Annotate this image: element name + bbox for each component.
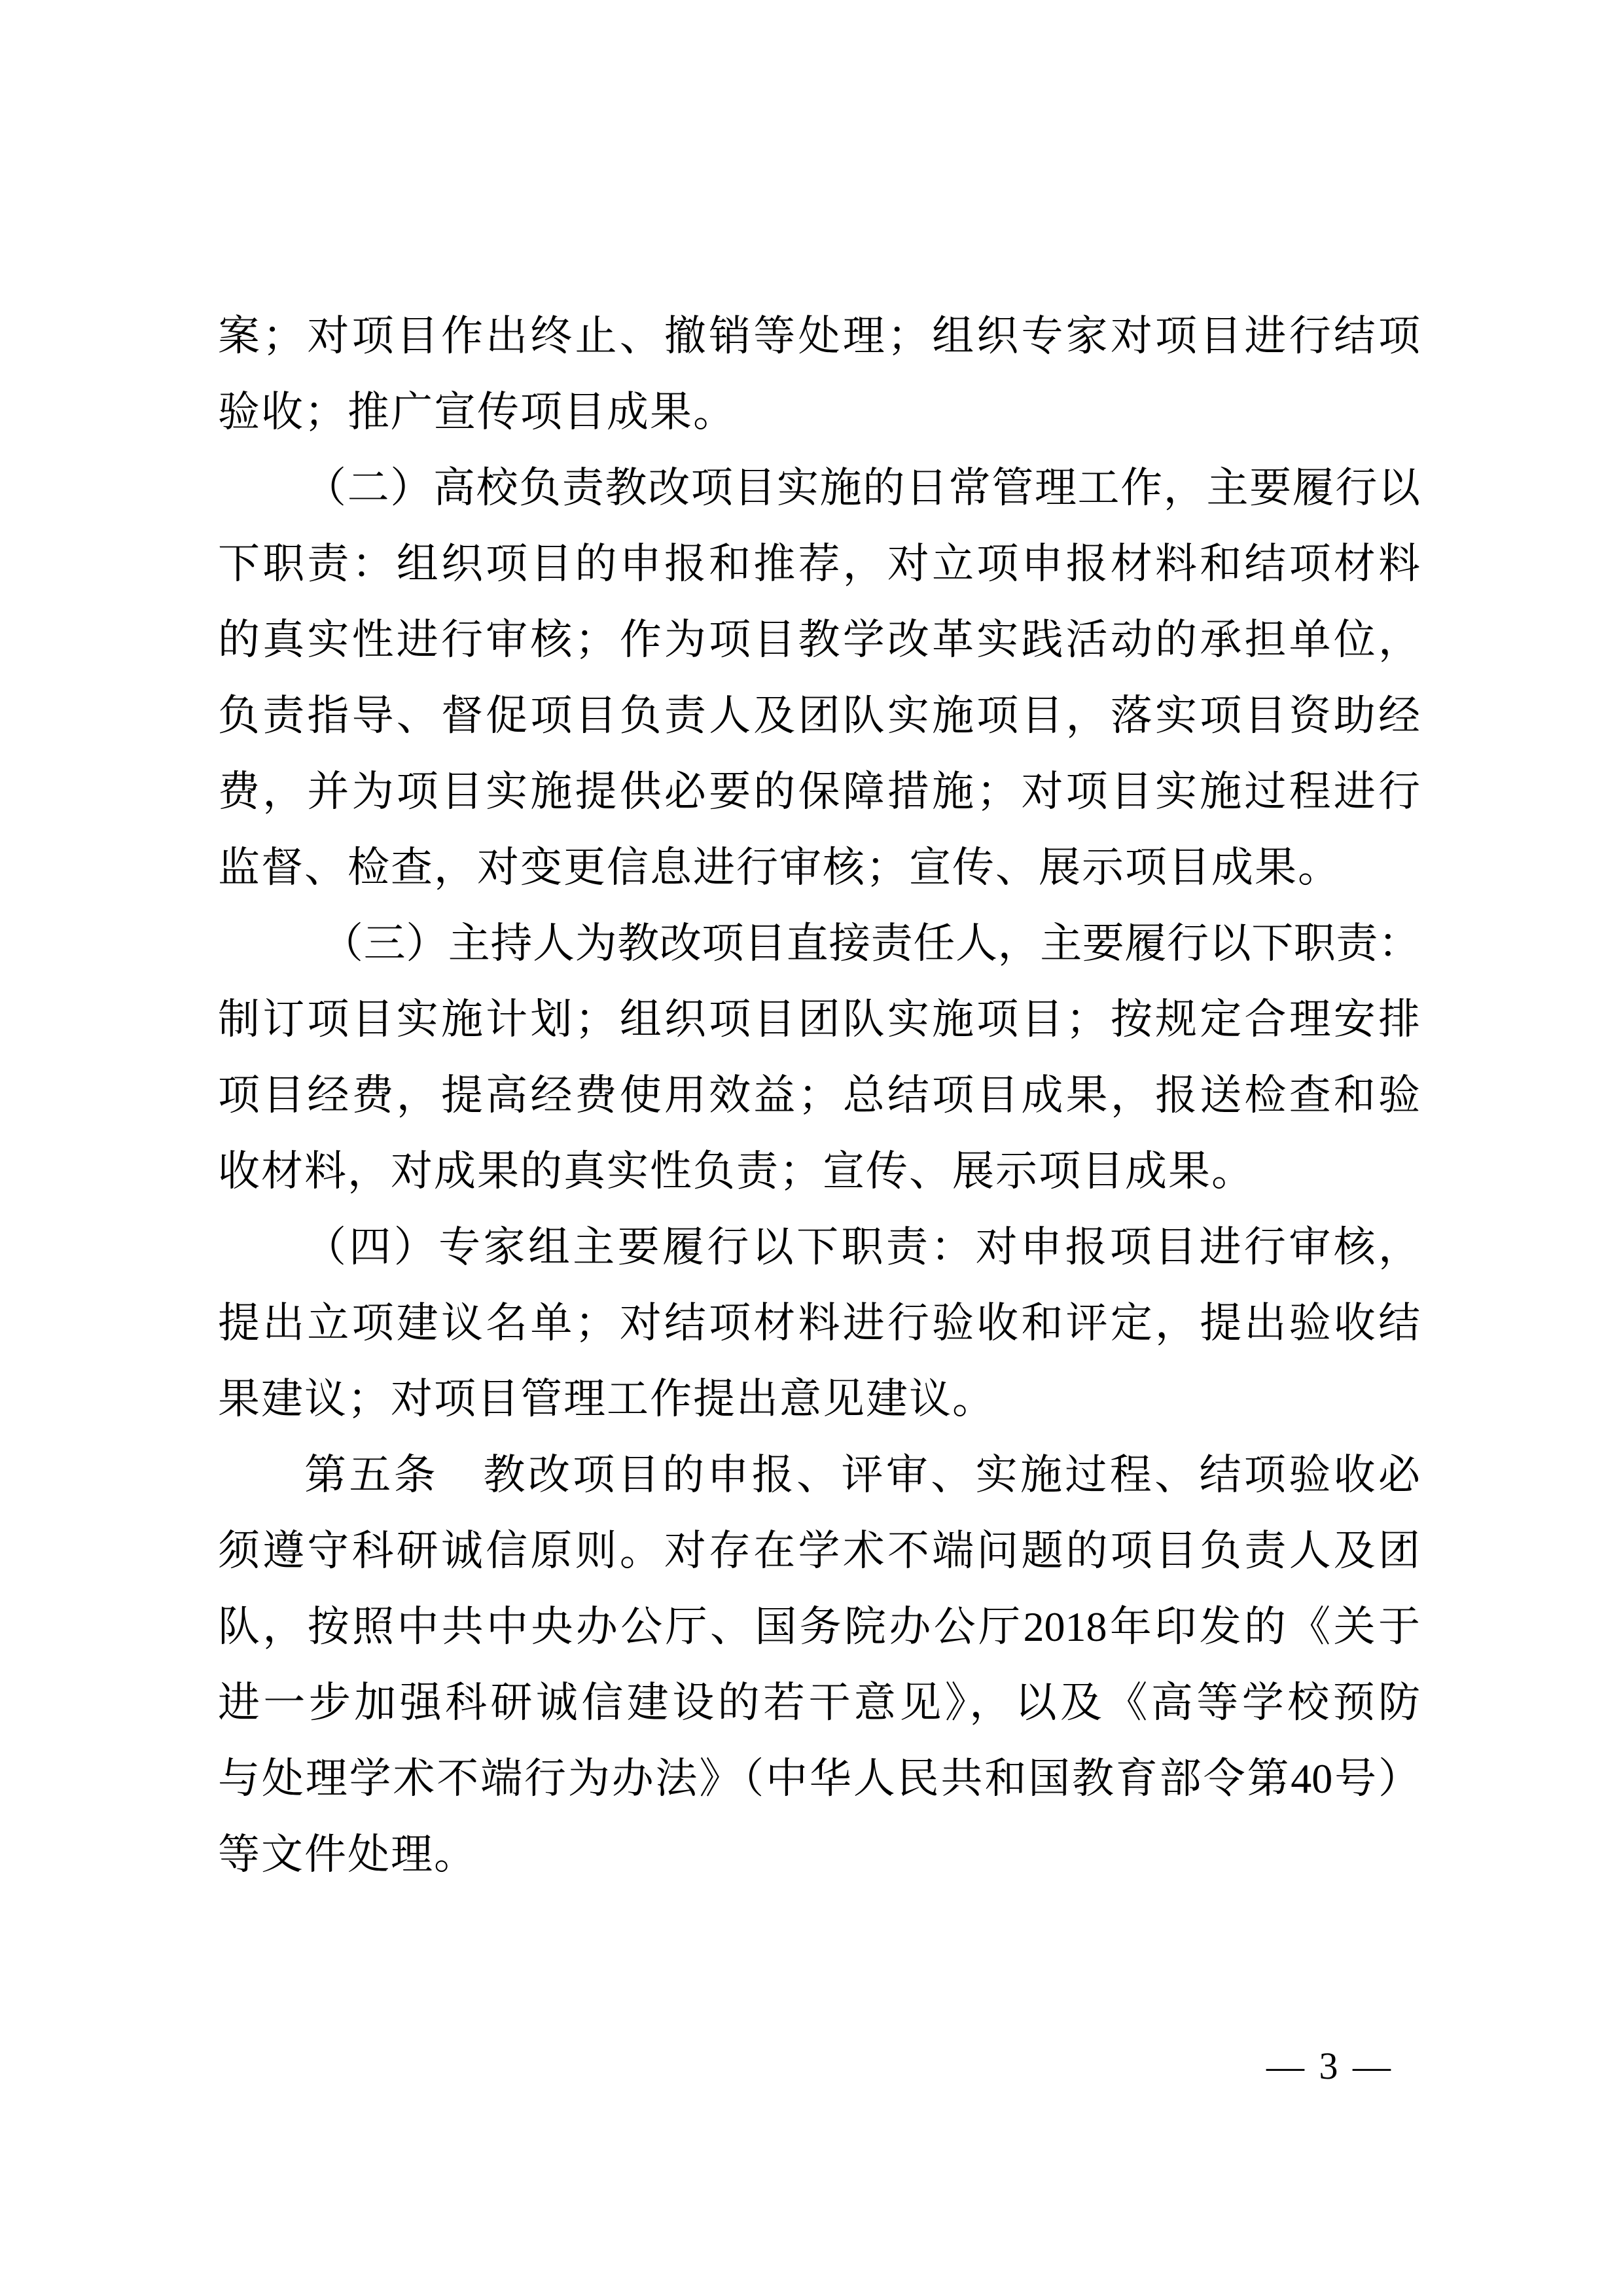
text-line: 验收；推广宣传项目成果。 (218, 389, 736, 435)
text-line: 负责指导、督促项目负责人及团队实施项目，落实项目资助经 (218, 692, 1420, 739)
text-line: 等文件处理。 (218, 1831, 477, 1878)
text-line: 制订项目实施计划；组织项目团队实施项目；按规定合理安排 (218, 996, 1420, 1043)
text-line: （二）高校负责教改项目实施的日常管理工作，主要履行以 (304, 465, 1420, 511)
text-line: 的真实性进行审核；作为项目教学改革实践活动的承担单位， (218, 617, 1420, 663)
page-number: — 3 — (1266, 2045, 1393, 2087)
text-line: 须遵守科研诚信原则。对存在学术不端问题的项目负责人及团 (218, 1528, 1420, 1574)
text-line: （四）专家组主要履行以下职责：对申报项目进行审核， (304, 1224, 1420, 1270)
text-line: 收材料，对成果的真实性负责；宣传、展示项目成果。 (218, 1148, 1255, 1194)
text-line: 进一步加强科研诚信建设的若干意见》，以及《高等学校预防 (218, 1679, 1420, 1726)
text-line: 费，并为项目实施提供必要的保障措施；对项目实施过程进行 (218, 768, 1420, 815)
text-line: 项目经费，提高经费使用效益；总结项目成果，报送检查和验 (218, 1072, 1420, 1119)
text-line: 队，按照中共中央办公厅、国务院办公厅2018年印发的《关于 (218, 1604, 1420, 1650)
text-line: 提出立项建议名单；对结项材料进行验收和评定，提出验收结 (218, 1300, 1420, 1346)
text-line: 与处理学术不端行为办法》（中华人民共和国教育部令第40号） (218, 1755, 1420, 1802)
text-line: 案；对项目作出终止、撤销等处理；组织专家对项目进行结项 (218, 313, 1420, 359)
document-body (218, 298, 1420, 1893)
text-line: 果建议；对项目管理工作提出意见建议。 (218, 1376, 995, 1422)
text-line: 监督、检查，对变更信息进行审核；宣传、展示项目成果。 (218, 844, 1341, 891)
text-line: （三）主持人为教改项目直接责任人，主要履行以下职责： (321, 920, 1420, 967)
text-line: 第五条 教改项目的申报、评审、实施过程、结项验收必 (304, 1452, 1420, 1498)
text-line: 下职责：组织项目的申报和推荐，对立项申报材料和结项材料 (218, 541, 1420, 587)
